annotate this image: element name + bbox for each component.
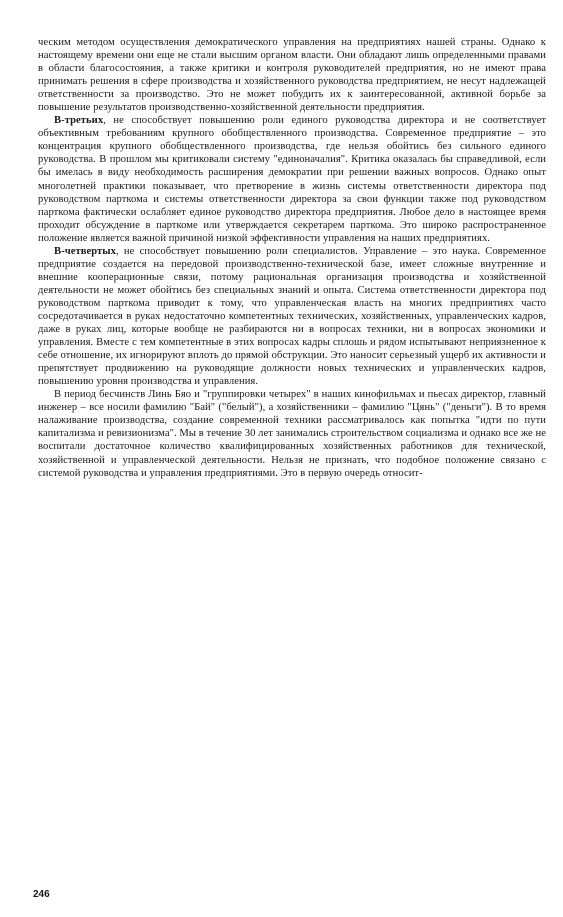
paragraph-fourth-point xyxy=(38,245,546,389)
paragraph-text: В период бесчинств Линь Бяо и "группировки четырех" в наших кинофильмах и пьесах директор, главный инженер – все носили фамилию "Бай" ("белый"), а хозяйственники – фамилию "Цянь" ("деньги"). В то время налаживание производства, создание современной техники рассматривалось как попытка "идти по пути капитализма и ревизионизма". Мы в течение 30 лет занимались строительством социализма и однако все же не воспитали достаточное количество квалифицированных хозяйственных работников для технической, хозяйственной и управленческой деятельности. Нельзя не признать, что подобное положение связано с системой руководства и управления предприятиями. Это в первую очередь относит- xyxy=(38,389,546,479)
paragraph-lin-biao-period xyxy=(38,388,546,479)
document-body xyxy=(38,36,546,480)
paragraph-text: , не способствует повышению роли специалистов. Управление – это наука. Современное предприятие создается на передовой производственно-технической базе, имеет сложные внутренние и внешние кооперационные связи, потому рациональная организация производства и хозяйственной деятельности не может обойтись без специальных знаний и опыта. Система ответственности директора под руководством парткома приводит к тому, что управленческая власть на многих предприятиях часто сосредотачивается в руках недостаточно компетентных технических, хозяйственных, управленческих кадров, даже в руках лиц, которые вообще не разбираются ни в вопросах техники, ни в вопросах экономики и управления. Вместе с тем компетентные в этих вопросах кадры сплошь и рядом испытывают неприязненное к себе отношение, их игнорируют вплоть до прямой обструкции. Это наносит серьезный ущерб их активности и препятствует продвижению на руководящие должности новых технических и управленческих кадров, повышению уровня производства и управления. xyxy=(38,245,546,388)
paragraph-lead: В-третьих xyxy=(54,115,104,127)
paragraph-third-point xyxy=(38,114,546,244)
paragraph-text: , не способствует повышению роли единого руководства директора и не соответствует объективным требованиям крупного обобществленного производства. Современное предприятие – это концентрация крупного обобществленного производства, где нельзя обойтись без сильного единого руководства. В прошлом мы критиковали систему "единоначалия". Критика оказалась бы справедливой, если бы имелась в виду необходимость расширения демократии при решении важных вопросов. Однако опыт многолетней практики показывает, что претворение в жизнь системы ответственности директора под руководством парткома и системы ответственности директора за свои функции также под руководством парткома фактически ослабляет единое руководство директора предприятия. Любое дело в настоящее время проходит обсуждение в парткоме или утверждается секретарем парткома. Это широко распространенное положение является важной причиной низкой эффективности управления на наших предприятиях. xyxy=(38,115,546,244)
paragraph-text: ческим методом осуществления демократического управления на предприятиях нашей страны. Однако к настоящему времени они еще не стали высшим органом власти. Они обладают лишь определенными правами в области благосостояния, а также критики и контроля руководителей предприятия, но не имеют права принимать решения в сфере производства и хозяйственного руководства предприятием, не несут надлежащей ответственности за производство. Это не может побудить их к заинтересованной, активной борьбе за повышение результатов производственно-хозяйственной деятельности предприятия. xyxy=(38,37,546,114)
page-number: 246 xyxy=(33,889,50,900)
paragraph-lead: В-четвертых xyxy=(54,245,116,257)
paragraph-continuation xyxy=(38,36,546,114)
